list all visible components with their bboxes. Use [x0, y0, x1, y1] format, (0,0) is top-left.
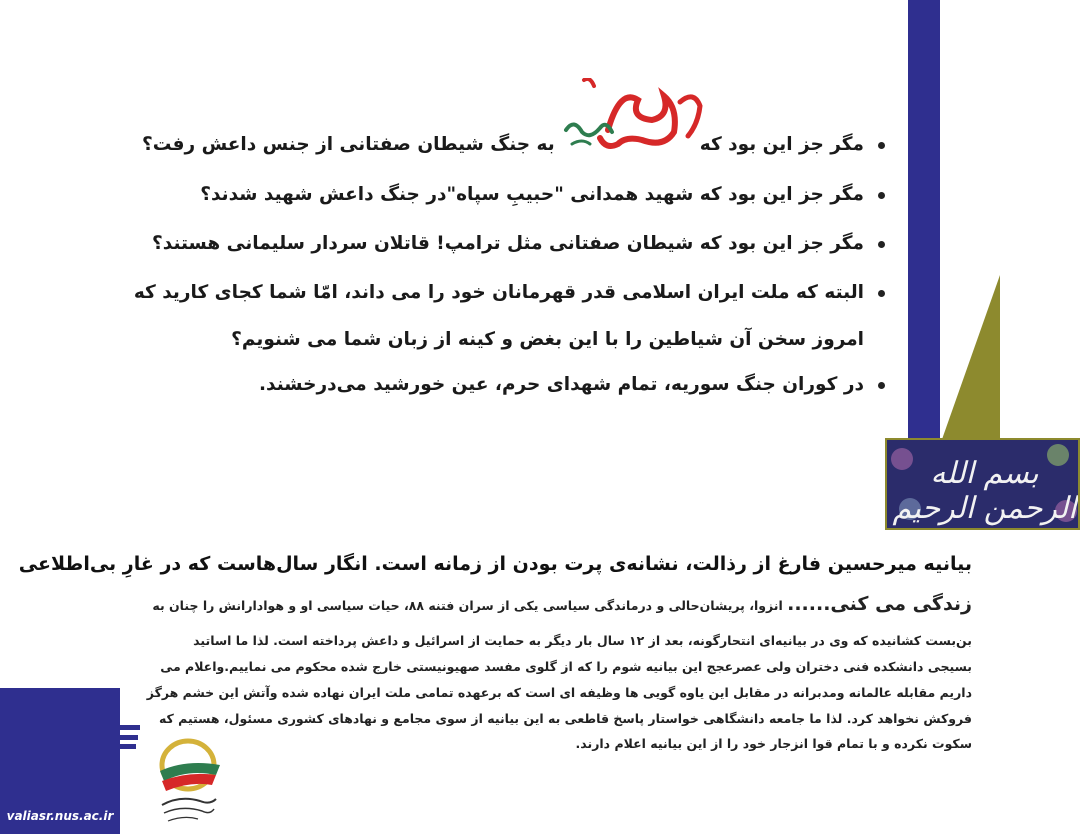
- bullet-item-5: [259, 374, 885, 395]
- bullet-4-text: البته که ملت ایران اسلامی قدر قهرمانان خود را می داند، امّا شما کجای کارید که: [133, 282, 864, 303]
- bullet-dot-icon: [878, 192, 885, 199]
- statement-line-4: بسیجی دانشکده فنی دختران ولی عصرعجج این بیانیه شوم را که از گلوی مفسد صهیونیستی خارج شده محکوم می نماییم.واعلام می: [160, 659, 972, 674]
- bullet-item-4-continued: [231, 329, 864, 350]
- decorative-tick: [120, 744, 136, 749]
- bullet-1-after: به جنگ شیطان صفتانی از جنس داعش رفت؟: [142, 134, 555, 155]
- bullet-5-text: در کوران جنگ سوریه، تمام شهدای حرم، عین خورشید می‌درخشند.: [259, 374, 864, 395]
- bullet-1-before: مگر جز این بود که: [699, 134, 864, 155]
- statement-title-cont: زندگی می کنی......: [787, 593, 972, 615]
- statement-line-7: سکوت نکرده و با تمام قوا انزجار خود را از این بیانیه اعلام دارند.: [575, 736, 972, 751]
- bullet-item-4: [134, 282, 885, 303]
- decorative-tick: [120, 725, 140, 730]
- basmala-banner: [885, 438, 1080, 530]
- statement-line-3: بن‌بست کشانیده که وی در بیانیه‌ای انتحارگونه، بعد از ۱۲ سال بار دیگر به حمایت از اسرائیل و داعش پرداخته است. لذا ما اساتید: [193, 633, 972, 648]
- bullet-item-3: [152, 233, 885, 254]
- basmala-text: بسم الله الرحمن الرحیم: [892, 456, 1077, 526]
- statement-line-6: فروکش نخواهد کرد. لذا ما جامعه دانشگاهی خواستار پاسخ قاطعی به این بیانیه از سوی مجامع و نهادهای کشوری مسئول، هستیم که: [158, 711, 972, 726]
- bullet-item-1: [142, 134, 885, 155]
- bullet-item-2: [200, 184, 885, 205]
- statement-title: بیانیه میرحسین فارغ از رذالت، نشانه‌ی پرت بودن از زمانه است. انگار سال‌هاست که در غارِ بی‌اطلاعی: [18, 553, 972, 575]
- decorative-blue-bar-right: [908, 0, 940, 445]
- bullet-dot-icon: [878, 382, 885, 389]
- decorative-olive-triangle: [940, 275, 1000, 445]
- bullet-3-text: مگر جز این بود که شیطان صفتانی مثل ترامپ! قاتلان سردار سلیمانی هستند؟: [152, 233, 864, 254]
- basij-logo: [150, 735, 228, 827]
- bullet-dot-icon: [878, 142, 885, 149]
- bullet-dot-icon: [878, 290, 885, 297]
- statement-line-5: داریم مقابله عالمانه ومدبرانه در مقابل این یاوه گویی ها وظیفه ای است که برعهده تمامی ملت ایران نهاده شده وآتش این خشم هرگز: [146, 685, 972, 700]
- bullet-2-text: مگر جز این بود که شهید همدانی "حبیبِ سپاه"در جنگ داعش شهید شدند؟: [200, 184, 864, 205]
- site-url-label: valiasr.nus.ac.ir: [0, 807, 120, 825]
- decorative-tick: [120, 735, 138, 740]
- bullet-dot-icon: [878, 241, 885, 248]
- statement-line-2-rest: انزوا، پریشان‌حالی و درماندگی سیاسی یکی از سران فتنه ۸۸، حیات سیاسی او و هوادارانش را چنان به: [152, 598, 788, 613]
- bullet-4-cont-text: امروز سخن آن شیاطین را با این بغض و کینه از زبان شما می شنویم؟: [231, 329, 864, 350]
- statement-line-2: [152, 593, 972, 615]
